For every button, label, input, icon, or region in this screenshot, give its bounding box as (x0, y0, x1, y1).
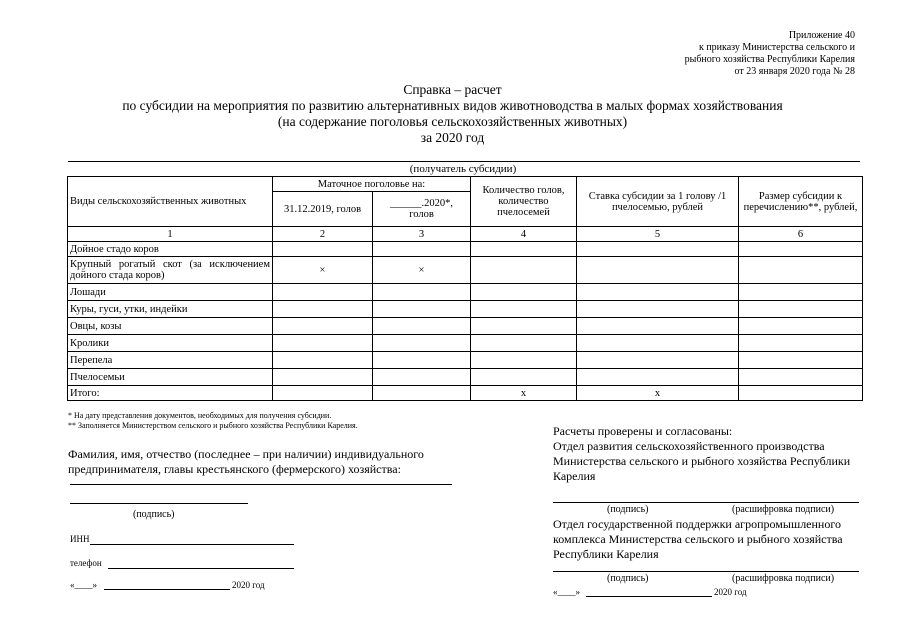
cell-count[interactable] (471, 301, 577, 318)
cell-rate[interactable] (577, 284, 739, 301)
appendix-line-1: Приложение 40 (788, 30, 855, 41)
cell-count[interactable] (471, 257, 577, 284)
right-date-suffix: 2020 год (714, 587, 747, 597)
appendix-line-2: к приказу Министерства сельского и (698, 42, 855, 53)
header-breeding-stock: Маточное поголовье на: (273, 177, 471, 192)
header-subsidy-amount: Размер субсидии к перечислению**, рублей, (739, 177, 863, 227)
row-label: Кролики (68, 335, 273, 352)
podpis-label: (подпись) (133, 509, 175, 520)
fio-line-1: Фамилия, имя, отчество (последнее – при наличии) индивидуального (68, 447, 424, 461)
header-2019: 31.12.2019, голов (273, 192, 373, 227)
cell-2019[interactable] (273, 242, 373, 257)
cell-2019[interactable] (273, 352, 373, 369)
title-line-3: (на содержание поголовья сельскохозяйственных животных) (277, 114, 628, 129)
cell-rate[interactable] (577, 301, 739, 318)
left-date-prefix: «____» (70, 580, 97, 590)
footnote-1: * На дату представления документов, необходимых для получения субсидии. (68, 411, 332, 420)
dept2-signature-line[interactable] (553, 571, 859, 572)
cell-2019[interactable] (273, 301, 373, 318)
cell-2020[interactable] (373, 335, 471, 352)
document-title (0, 82, 905, 146)
dept1-line-1: Отдел развития сельскохозяйственного производства (553, 439, 825, 453)
cell-rate[interactable] (577, 318, 739, 335)
dept1-rasshifrovka-label: (расшифровка подписи) (732, 504, 835, 515)
row-label: Куры, гуси, утки, индейки (68, 301, 273, 318)
row-label: Дойное стадо коров (68, 242, 273, 257)
cell-amount[interactable] (739, 301, 863, 318)
total-2020[interactable] (373, 386, 471, 401)
fio-line[interactable] (70, 484, 452, 485)
title-line-4: за 2020 год (420, 130, 485, 145)
table-row (68, 369, 863, 386)
row-label: Овцы, козы (68, 318, 273, 335)
footnote-2: ** Заполняется Министерством сельского и рыбного хозяйства Республики Карелия. (68, 421, 358, 430)
cell-count[interactable] (471, 318, 577, 335)
total-label: Итого: (68, 386, 273, 401)
header-rate: Ставка субсидии за 1 голову /1 пчелосемью, рублей (577, 177, 739, 227)
row-label: Крупный рогатый скот (за исключением дойного стада коров) (68, 257, 273, 284)
column-number: 2 (273, 227, 373, 242)
table-row (68, 257, 863, 284)
cell-rate[interactable] (577, 242, 739, 257)
left-date-line[interactable] (104, 589, 230, 590)
header-2020 (373, 192, 471, 227)
table-row (68, 335, 863, 352)
telefon-line[interactable] (108, 568, 294, 569)
cell-amount[interactable] (739, 335, 863, 352)
dept2-block (553, 517, 843, 562)
total-2019[interactable] (273, 386, 373, 401)
fio-caption (68, 447, 424, 477)
row-label: Лошади (68, 284, 273, 301)
cell-2019[interactable] (273, 335, 373, 352)
cell-rate[interactable] (577, 352, 739, 369)
appendix-line-3: рыбного хозяйства Республики Карелия (684, 54, 855, 65)
total-count: х (471, 386, 577, 401)
cell-2019[interactable] (273, 369, 373, 386)
right-date-prefix: «____» (553, 587, 580, 597)
header-count: Количество голов, количество пчелосемей (471, 177, 577, 227)
cell-rate[interactable] (577, 257, 739, 284)
left-date-suffix: 2020 год (232, 580, 265, 590)
cell-2020[interactable] (373, 318, 471, 335)
dept1-line-3: Карелия (553, 469, 596, 483)
dept2-line-1: Отдел государственной поддержки агропромышленного (553, 517, 841, 531)
total-rate: х (577, 386, 739, 401)
header-animal-types: Виды сельскохозяйственных животных (68, 177, 273, 227)
header-2020-date: ______.2020*, (390, 198, 453, 209)
cell-rate[interactable] (577, 369, 739, 386)
telefon-label: телефон (70, 558, 102, 568)
recipient-label: (получатель субсидии) (409, 163, 517, 175)
cell-amount[interactable] (739, 318, 863, 335)
cell-2019[interactable] (273, 318, 373, 335)
cell-count[interactable] (471, 242, 577, 257)
cell-amount[interactable] (739, 352, 863, 369)
cell-count[interactable] (471, 335, 577, 352)
total-row (68, 386, 863, 401)
appendix-line-4: от 23 января 2020 года № 28 (734, 66, 855, 77)
table-row (68, 301, 863, 318)
subsidy-table (67, 176, 863, 401)
dept2-line-2: комплекса Министерства сельского и рыбного хозяйства (553, 532, 843, 546)
cell-amount[interactable] (739, 369, 863, 386)
title-line-2: по субсидии на мероприятия по развитию альтернативных видов животноводства в малых формах хозяйствования (122, 98, 783, 113)
column-number: 6 (739, 227, 863, 242)
title-line-1: Справка – расчет (403, 82, 502, 97)
cell-2020[interactable] (373, 369, 471, 386)
approval-block (553, 424, 850, 484)
approval-heading: Расчеты проверены и согласованы: (553, 424, 733, 438)
column-number: 3 (373, 227, 471, 242)
cell-count[interactable] (471, 369, 577, 386)
cell-amount[interactable] (739, 284, 863, 301)
row-label: Пчелосемьи (68, 369, 273, 386)
dept1-signature-line[interactable] (553, 502, 859, 503)
cell-count[interactable] (471, 352, 577, 369)
dept1-line-2: Министерства сельского и рыбного хозяйства Республики (553, 454, 851, 468)
cell-2020[interactable] (373, 301, 471, 318)
cell-2019[interactable] (273, 284, 373, 301)
cell-count[interactable] (471, 284, 577, 301)
cell-amount[interactable] (739, 257, 863, 284)
fio-line-2: предпринимателя, главы крестьянского (фермерского) хозяйства: (68, 462, 401, 476)
table-row (68, 284, 863, 301)
cell-amount[interactable] (739, 242, 863, 257)
total-amount[interactable] (739, 386, 863, 401)
dept2-rasshifrovka-label: (расшифровка подписи) (732, 573, 835, 584)
table-row (68, 318, 863, 335)
dept2-podpis-label: (подпись) (607, 573, 649, 584)
dept1-podpis-label: (подпись) (607, 504, 649, 515)
inn-label: ИНН (70, 534, 90, 544)
table-row (68, 242, 863, 257)
recipient-line[interactable] (68, 161, 860, 162)
right-date-line[interactable] (586, 596, 712, 597)
header-2020-unit: голов (409, 209, 434, 220)
signature-line[interactable] (70, 503, 248, 504)
appendix-block (685, 30, 855, 78)
inn-line[interactable] (90, 544, 294, 545)
column-number: 4 (471, 227, 577, 242)
cell-2020[interactable] (373, 352, 471, 369)
column-number: 1 (68, 227, 273, 242)
cell-2020: × (373, 257, 471, 284)
cell-2020[interactable] (373, 242, 471, 257)
column-number: 5 (577, 227, 739, 242)
footnotes (68, 411, 358, 431)
cell-2020[interactable] (373, 284, 471, 301)
dept2-line-3: Республики Карелия (553, 547, 659, 561)
row-label: Перепела (68, 352, 273, 369)
cell-rate[interactable] (577, 335, 739, 352)
table-row (68, 352, 863, 369)
column-number-row (68, 227, 863, 242)
cell-2019: × (273, 257, 373, 284)
